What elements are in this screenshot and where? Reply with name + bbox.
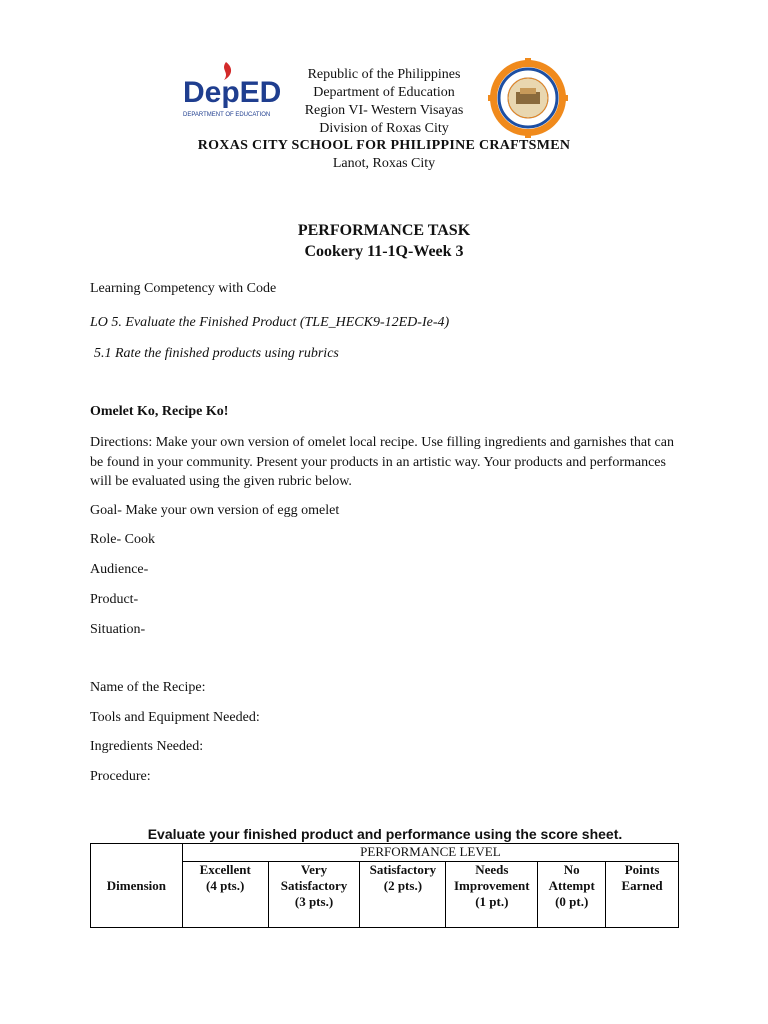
header-line-republic: Republic of the Philippines <box>307 67 461 82</box>
header-line-department: Department of Education <box>313 85 455 100</box>
recipe-tools-label: Tools and Equipment Needed: <box>90 710 260 725</box>
level-excellent <box>182 862 268 928</box>
level-label: Very Satisfactory <box>280 862 348 893</box>
competency-label: Learning Competency with Code <box>90 281 277 296</box>
level-label: Points Earned <box>621 862 663 893</box>
task-directions: Directions: Make your own version of omelet local recipe. Use filling ingredients and garnishes that can be found in your community. Present your products in an artistic way. Your products and performances will be evaluated using the given rubric below. <box>90 435 674 489</box>
level-points: (0 pt.) <box>555 894 589 909</box>
level-satisfactory <box>360 862 446 928</box>
competency-sub: 5.1 Rate the finished products using rubrics <box>94 346 339 361</box>
competency-lo: LO 5. Evaluate the Finished Product (TLE_HECK9-12ED-Ie-4) <box>90 315 450 330</box>
school-name: ROXAS CITY SCHOOL FOR PHILIPPINE CRAFTSMEN <box>197 138 571 153</box>
score-sheet-table <box>90 843 679 928</box>
level-points: (1 pt.) <box>475 894 509 909</box>
recipe-name-label: Name of the Recipe: <box>90 680 206 695</box>
level-label: Needs Improvement <box>454 862 530 893</box>
level-points: (2 pts.) <box>383 878 423 893</box>
task-product: Product- <box>90 592 139 607</box>
level-points: (3 pts.) <box>294 894 334 909</box>
level-points: (4 pts.) <box>206 878 245 893</box>
task-role: Role- Cook <box>90 532 155 547</box>
level-needs-improvement <box>446 862 538 928</box>
level-label: Excellent <box>199 862 251 877</box>
points-earned-header <box>606 862 679 928</box>
task-situation: Situation- <box>90 622 146 637</box>
task-audience: Audience- <box>90 562 149 577</box>
page-subtitle: Cookery 11-1Q-Week 3 <box>304 243 464 260</box>
school-address: Lanot, Roxas City <box>332 156 436 171</box>
score-sheet-caption: Evaluate your finished product and performance using the score sheet. <box>147 826 623 842</box>
deped-logo-caption: DEPARTMENT OF EDUCATION <box>183 112 271 118</box>
level-no-attempt <box>538 862 606 928</box>
header-line-region: Region VI- Western Visayas <box>304 103 464 118</box>
recipe-procedure-label: Procedure: <box>90 769 151 784</box>
page-title: PERFORMANCE TASK <box>297 222 471 239</box>
performance-level-header: PERFORMANCE LEVEL <box>182 844 678 862</box>
level-label: No Attempt <box>548 862 595 893</box>
level-label: Satisfactory <box>369 862 437 877</box>
header-line-division: Division of Roxas City <box>319 121 449 136</box>
dimension-header: Dimension <box>91 844 183 928</box>
level-very-satisfactory <box>268 862 360 928</box>
recipe-ingredients-label: Ingredients Needed: <box>90 739 204 754</box>
task-heading: Omelet Ko, Recipe Ko! <box>90 404 229 419</box>
deped-logo-text: DepED <box>183 76 282 109</box>
task-goal: Goal- Make your own version of egg omelet <box>90 503 340 518</box>
